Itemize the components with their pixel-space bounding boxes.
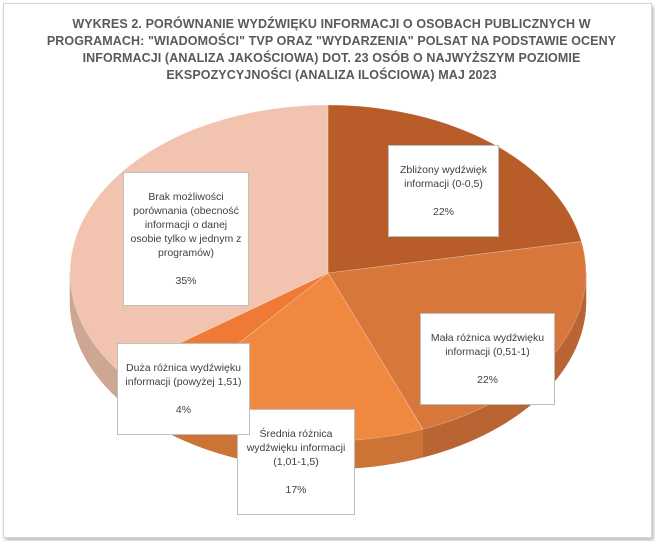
- slice-label-3-text: Duża różnica wydźwięku informacji (powyżej 1,51): [125, 362, 242, 388]
- slice-label-4: [123, 172, 249, 306]
- slice-label-0-text: Zbliżony wydźwięk informacji (0-0,5): [400, 164, 487, 190]
- slice-label-2-value: 17%: [285, 484, 307, 496]
- slice-label-0: [388, 145, 499, 237]
- slice-label-4-text: Brak możliwości porównania (obecność informacji o danej osobie tylko w jednym z programów): [130, 191, 242, 259]
- chart-title: WYKRES 2. PORÓWNANIE WYDŹWIĘKU INFORMACJI O OSOBACH PUBLICZNYCH W PROGRAMACH: "WIADOMOŚCI" TVP ORAZ "WYDARZENIA" POLSAT NA PODSTAWIE OCENY INFORMACJI (ANALIZA JAKOŚCIOWA) DOT. 23 OSÓB O NAJWYŻSZYM POZIOMIE EKSPOZYCYJNOŚCI (ANALIZA ILOŚCIOWA) MAJ 2023: [46, 17, 617, 82]
- slice-label-2-text: Średnia różnica wydźwięku informacji (1,01-1,5): [246, 428, 346, 468]
- slice-label-1-value: 22%: [476, 374, 498, 386]
- slice-label-0-value: 22%: [432, 206, 454, 218]
- slice-label-1-text: Mała różnica wydźwięku informacji (0,51-1): [430, 332, 545, 358]
- slice-label-1: [420, 313, 555, 405]
- slice-label-3-value: 4%: [175, 404, 192, 416]
- slice-label-4-value: 35%: [175, 275, 197, 287]
- slice-label-3: [117, 343, 250, 435]
- slice-label-2: [237, 409, 355, 515]
